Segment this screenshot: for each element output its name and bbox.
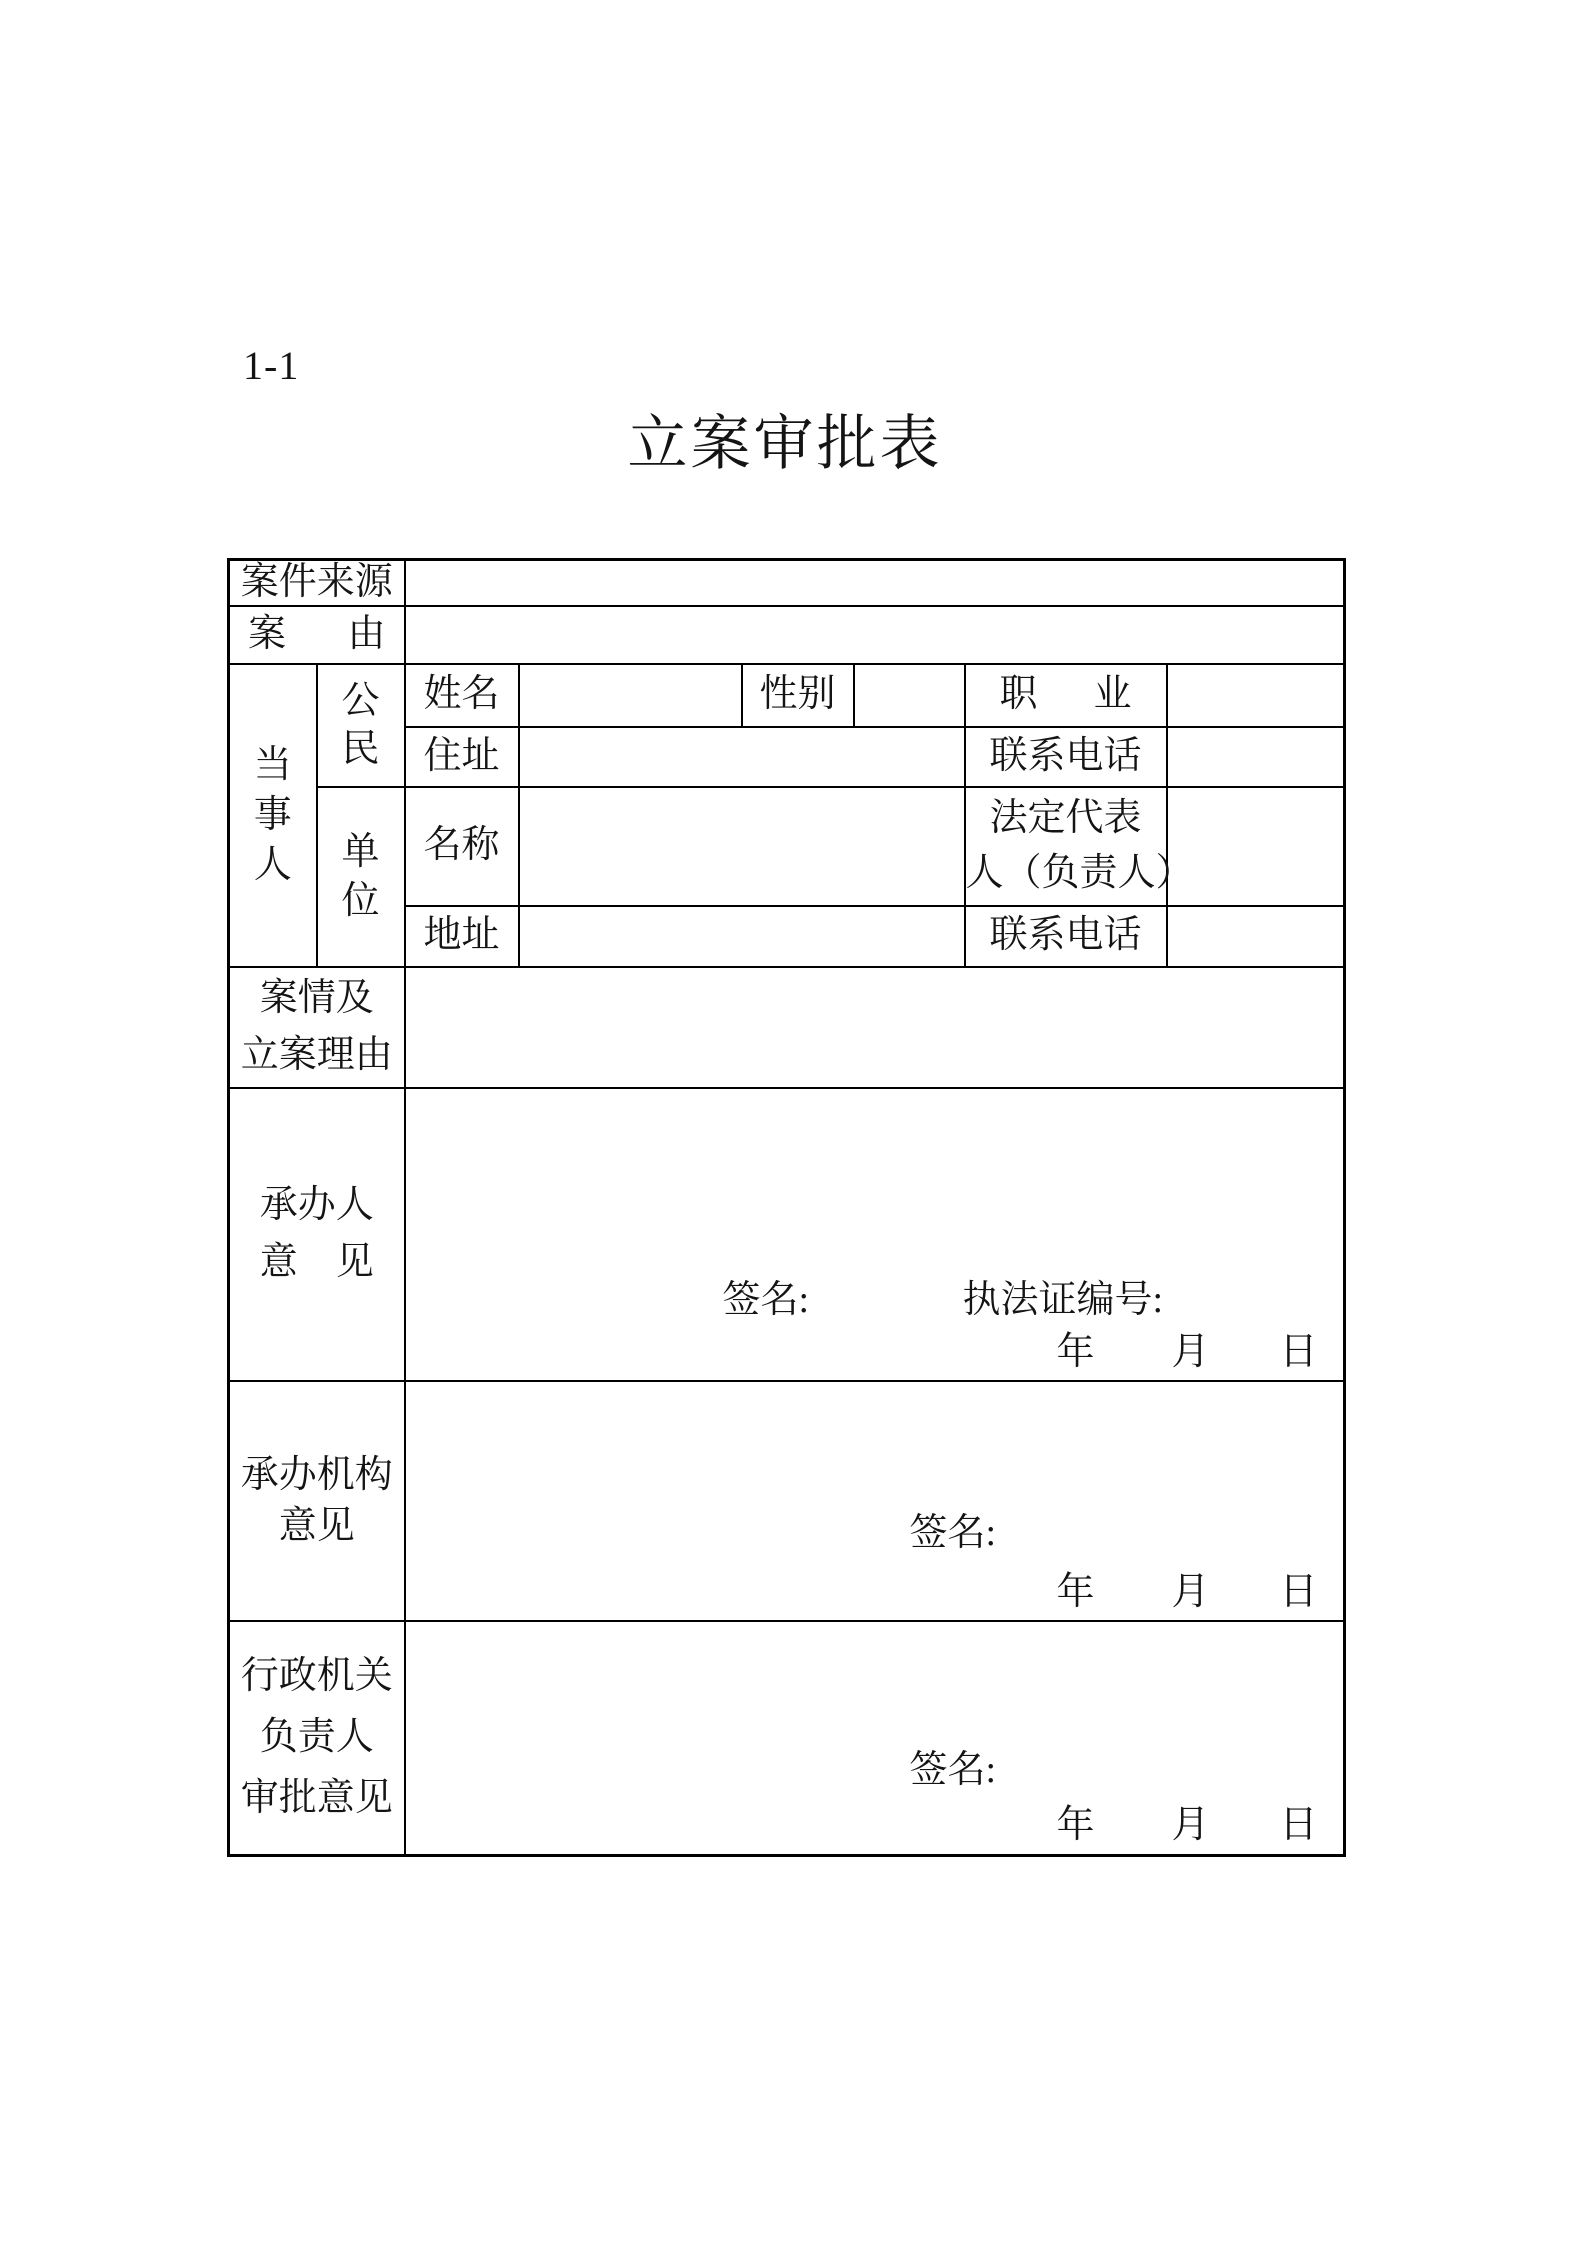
org-address-label: 地址: [405, 906, 519, 967]
case-reason-value: [405, 967, 1345, 1088]
agency-opinion-label: 承办机构 意见: [229, 1381, 405, 1621]
gender-label: 性别: [742, 664, 854, 727]
case-source-label: 案件来源: [229, 560, 405, 606]
year-label: 年: [1056, 1570, 1095, 1613]
handler-opinion-label: 承办人 意 见: [229, 1088, 405, 1381]
day-label: 日: [1279, 1570, 1318, 1613]
approval-form-table: [227, 558, 1346, 1857]
month-label: 月: [1171, 1330, 1210, 1373]
doc-number: 1-1: [243, 343, 300, 388]
organization-label: 单 位: [317, 787, 405, 967]
citizen-phone-label: 联系电话: [965, 727, 1167, 787]
citizen-label: 公 民: [317, 664, 405, 787]
citizen-name-value: [519, 664, 742, 727]
occupation-label: 职 业: [965, 664, 1167, 727]
case-cause-value: [405, 606, 1345, 664]
handler-opinion-area: [405, 1088, 1345, 1381]
day-label: 日: [1279, 1803, 1318, 1846]
form-title: 立案审批表: [627, 411, 943, 477]
head-approval-area: [405, 1621, 1345, 1856]
citizen-address-label: 住址: [405, 727, 519, 787]
case-source-value: [405, 560, 1345, 606]
day-label: 日: [1279, 1330, 1318, 1373]
citizen-name-label: 姓名: [405, 664, 519, 727]
org-phone-value: [1167, 906, 1345, 967]
org-name-label: 名称: [405, 787, 519, 906]
party-label: 当 事 人: [229, 664, 317, 967]
citizen-phone-value: [1167, 727, 1345, 787]
org-phone-label: 联系电话: [965, 906, 1167, 967]
head-approval-label: 行政机关 负责人 审批意见: [229, 1621, 405, 1856]
case-reason-label: 案情及 立案理由: [229, 967, 405, 1088]
agency-signature-label: 签名:: [909, 1511, 997, 1554]
case-cause-label: 案 由: [229, 606, 405, 664]
head-signature-label: 签名:: [909, 1748, 997, 1791]
legal-rep-label: 法定代表 人（负责人）: [965, 787, 1167, 906]
handler-signature-label: 签名:: [722, 1278, 810, 1321]
agency-opinion-area: [405, 1381, 1345, 1621]
occupation-value: [1167, 664, 1345, 727]
citizen-address-value: [519, 727, 965, 787]
year-label: 年: [1056, 1330, 1095, 1373]
month-label: 月: [1171, 1570, 1210, 1613]
org-name-value: [519, 787, 965, 906]
month-label: 月: [1171, 1803, 1210, 1846]
gender-value: [854, 664, 965, 727]
enforcement-cert-no-label: 执法证编号:: [962, 1278, 1164, 1321]
org-address-value: [519, 906, 965, 967]
year-label: 年: [1056, 1803, 1095, 1846]
